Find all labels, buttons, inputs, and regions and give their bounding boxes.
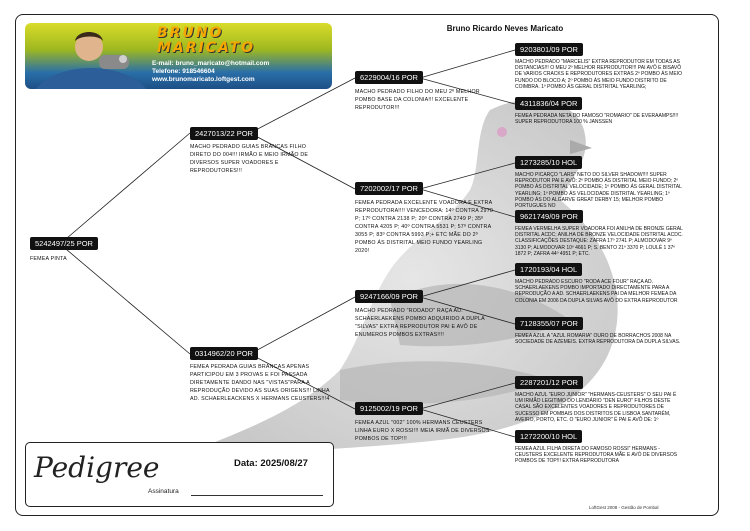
gen2-desc-3: MACHO PEDRADO "RODADO" RAÇA AD. SCHAERLAEKENS POMBO ADQUIRIDO A DUPLA "SILVAS" EXTRA REPRODUTOR PAI E AVÔ DE ENUMEROS POMBOS EXTRAS!!!! (355, 308, 485, 338)
gen3-ring-6: 7128355/07 POR (515, 317, 583, 330)
gen2-desc-4: FEMEA AZUL "002" 100% HERMANS CEUSTERS LINHA EURO X ROSSI!!! MEIA IRMÃ DE DIVERSOS POMBOS DE TOP!!! (355, 420, 490, 442)
pedigree-logo: Pedigree (34, 451, 160, 484)
signature-label: Assinatura (148, 488, 179, 495)
gen2-ring-4: 9125002/19 POR (355, 402, 423, 415)
gen2-desc-2: FEMEA PEDRADA EXCELENTE VOADORA E EXTRA REPRODUTORA!!!! VENCEDORA: 14º CONTRA 2970 P; 17º CONTRA 2138 P; 20º CONTRA 2749 P; 35º CONTRA 4205 P; 40º CONTRA 5531 P; 57º CONTRA 3055 P; 83º CONTRA 5993 P;+ ETC MÃE DO 2º POMBO ÁS DISTRITAL MEIO FUNDO YEARLING 2020! (355, 200, 493, 254)
owner-name: Bruno Ricardo Neves Maricato (446, 24, 564, 33)
banner-website: www.brunomaricato.loftgest.com (152, 76, 255, 83)
footer-credit: LoftGest 2008 - Gestão de Pombal (589, 505, 659, 510)
gen3-desc-5: MACHO PEDRADO ESCURO "RODA ACE FOUR" RAÇA AD. SCHAERLAEKENS POMBO IMPORTADO DIRECTAMENTE PARA A REPRODUÇÃO A AD. SCHAERLAEKENS PAI DA MELHOR FEMEA DA COLONIA EM 2006 DA DUPLA SILVAS AVÔ DO EXTRA REPRODUTOR (515, 279, 678, 304)
gen3-ring-2: 4311836/04 POR (515, 97, 582, 110)
subject-ring: 5242497/25 POR (30, 237, 98, 250)
signature-line[interactable] (191, 495, 323, 496)
sire-ring: 2427013/22 POR (190, 127, 258, 140)
banner-name-line1: BRUNO (157, 25, 224, 41)
gen2-desc-1: MACHO PEDRADO FILHO DO MEU 2º MELHOR POMBO BASE DA COLONIA!!! EXCELENTE REPRODUTOR!!! (355, 89, 480, 111)
breeder-banner (25, 23, 332, 89)
sire-desc: MACHO PEDRADO GUIAS BRANCAS FILHO DIRETO DO 004!!! IRMÃO E MEIO IRMÃO DE DIVERSOS SUPER VOADORES E REPRODUTORES!!! (190, 144, 309, 174)
gen3-desc-6: FEMEA AZUL A "AZUL ROMARIA" OURO DE BORRACHOS 2008 NA SOCIEDADE DE AZEMEIS. EXTRA REPRODUTORA DA DUPLA SILVAS. (515, 333, 681, 346)
gen3-ring-8: 1272200/10 HOL (515, 430, 582, 443)
gen3-desc-7: MACHO AZUL "EURO JUNIOR" "HERMANS-CEUSTERS" O SEU PAI É UM IRMÃO LEGITIMO DO LENDÁRIO "DEN EURO" FILHOS DESTE CASAL SÃO EXCELENTES VOADORES E REPRODUTORES DE SUCESSO EM POMBAIS DOS DISTRITOS DE LISBOA SANTARÉM, AVEIRO, PORTO, ETC. O "EURO JUNIOR" É PAI E AVÔ DE: 1º (515, 392, 677, 423)
gen3-ring-7: 2287201/12 POR (515, 376, 583, 389)
gen3-desc-2: FEMEA PEDRADA NETA DO FAMOSO "ROMARIO" DE EVERAAMPS!!!! SUPER REPRODUTORA 100 % JANSSEN (515, 113, 679, 126)
gen3-ring-1: 9203801/09 POR (515, 43, 583, 56)
gen3-desc-1: MACHO PEDRADO "MARCELIS" EXTRA REPRODUTOR EM TODAS AS DISTANCIAS!!! O MEU 2º MELHOR REPRODUTOR!!! PAI AVÔ E BISAVÔ DE VARIOS CRACKS E REPRODUTORES EXTRAS 2º POMBO ÁS MEIO FUNDO DO BLOCO A; 2º POMBO ÁS MEIO FUNDO DISTRITO DE COIMBRA. 1º POMBO ÁS GERAL DISTRITAL YEARLING; (515, 59, 682, 90)
banner-name-line2: MARICATO (157, 40, 255, 56)
breeder-photo (27, 23, 155, 89)
dam-desc: FEMEA PEDRADA GUIAS BRANCAS APENAS PARTICIPOU EM 3 PROVAS E FOI PASSADA DIRETAMENTE DANDO NAS "VISTAS"PARA A REPRODUÇÃO DEVIDO AS SUAS ORIGENS!!! LINHA AD. SCHAERLEACKENS X HERMANS CEUSTERS!!!4 (190, 364, 330, 402)
gen3-ring-4: 9621749/09 POR (515, 210, 583, 223)
gen2-ring-1: 6229004/16 POR (355, 71, 423, 84)
pedigree-date: Data: 2025/08/27 (234, 458, 308, 469)
gen2-ring-3: 9247166/09 POR (355, 290, 423, 303)
gen3-desc-4: FEMEA VERMELHA SUPER VOADORA FOI ANILHA DE BRONZE GERAL DISTRITAL ACDC; ANILHA DE BRONZE VELOCIDADE DISTRITAL ACDC. CLASSIFICAÇÕES DESTAQUE: ZAFRA 17º 2741 P; ALMODOVAR 9º 3130 P; ALMODOVAR 10º 4661 P; S. BENTO 21º 3370 P; LOULÉ 1 37º 1872 P; ZAFRA 44º 4951 P; ETC. (515, 226, 683, 257)
gen3-desc-8: FEMEA AZUL FILHA DIRETA DO FAMOSO ROSSI" HERMANS - CEUSTERS EXCELENTE REPRODUTORA MÃE E AVÓ DE DIVERSOS POMBOS DE TOP!!! EXTRA REPRODUTORA (515, 446, 678, 465)
subject-desc: FEMEA PINTA (30, 256, 67, 262)
dam-ring: 0314962/20 POR (190, 347, 258, 360)
gen3-ring-3: 1273285/10 HOL (515, 156, 582, 169)
pedigree-card (25, 442, 334, 507)
banner-phone: Telefone: 918546604 (152, 68, 215, 75)
gen2-ring-2: 7202002/17 POR (355, 182, 423, 195)
gen3-desc-3: MACHO PICARÇO "LARS" NETO DO SILVER SHADOW!!!! SUPER REPRODUTOR PAI E AVÔ: 2º POMBO ÁS DISTRITAL MEIO FUNDO; 2º POMBO ÁS DISTRITAL VELOCIDADE; 1º POMBO ÁS GERAL DISTRITAL YEARLING; 1º POMBO ÁS VELOCIDADE DISTRITAL YEARLING; 1º POMBO ÁS DO ALGARVE GREAT DERBY 15; MELHOR POMBO PORTUGUES NO (515, 172, 682, 210)
banner-email: E-mail: bruno_maricato@hotmail.com (152, 60, 270, 67)
gen3-ring-5: 1720193/04 HOL (515, 263, 582, 276)
